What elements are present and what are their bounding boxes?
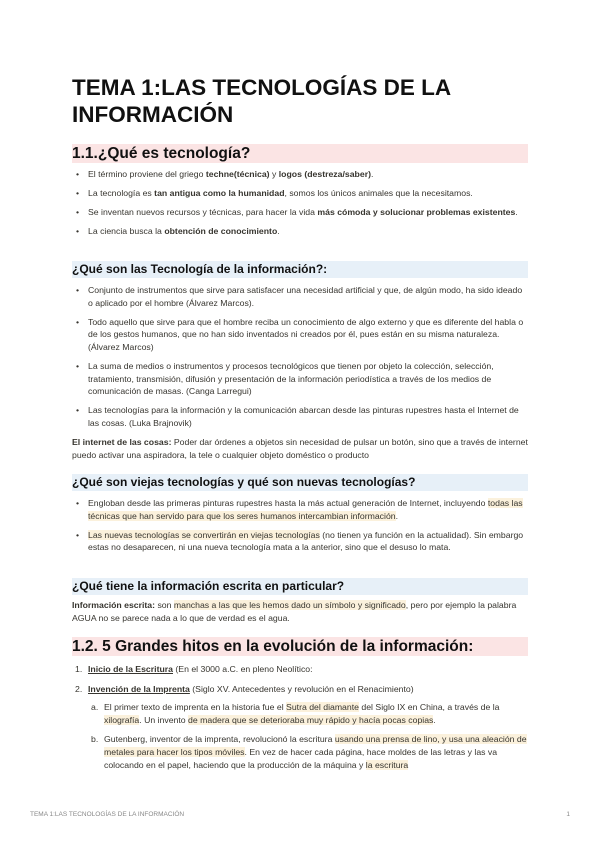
list-item: • La suma de medios o instrumentos y procesos tecnológicos que tienen por objeto la colección, selección, tratamiento, transmisión, difusión y presentación de la información periodística a través de los medios de comunicación de masas. (Canga Larregui) [72, 360, 528, 398]
list-item: • Todo aquello que sirve para que el hombre reciba un conocimiento de algo externo y que es diferente del habla o de los gestos humanos, que no han sido inventados ni creados por él, pues están en su misma naturaleza. (Álvarez Marcos) [72, 316, 528, 354]
list-item: • Se inventan nuevos recursos y técnicas, para hacer la vida más cómoda y solucionar problemas existentes. [72, 206, 528, 219]
list-item: • El término proviene del griego techne(técnica) y logos (destreza/saber). [72, 168, 528, 181]
list-item: 2. Invención de la Imprenta (Siglo XV. Antecedentes y revolución en el Renacimiento) a. El primer texto de imprenta en la historia fue el Sutra del diamante del Siglo IX en China, a través de la xilografía. Un invento de madera que se deterioraba muy rápido y hacía pocas copias. b. Gutenberg, inventor de la imprenta, revolucionó la escritura usando una prensa de lino, y usa una aleación de metales para hacer los tipos móviles. En vez de hacer cada página, hace moldes de las letras y las va colocando en el papel, haciendo que la producción de la máquina y la escritura [75, 683, 527, 770]
section-heading-que-es-tecnologia: 1.1.¿Qué es tecnología? [72, 144, 528, 163]
page-number: 1 [566, 811, 570, 818]
list-item: • La ciencia busca la obtención de conocimiento. [72, 225, 528, 238]
section-body-tecnologia-informacion [72, 284, 528, 461]
list-item: • Conjunto de instrumentos que sirve para satisfacer una necesidad artificial y que, de algún modo, ha sido ideado o aplicado por el hombre (Álvarez Marcos). [72, 284, 528, 309]
section-body-grandes-hitos [72, 663, 528, 778]
list-item: b. Gutenberg, inventor de la imprenta, revolucionó la escritura usando una prensa de lino, y usa una aleación de metales para hacer los tipos móviles. En vez de hacer cada página, hace moldes de las letras y las va colocando en el papel, haciendo que la producción de la máquina y la escritura [91, 734, 527, 770]
list-item: 1. Inicio de la Escritura (En el 3000 a.C. en pleno Neolítico: [75, 664, 313, 674]
list-item: • Engloban desde las primeras pinturas rupestres hasta la más actual generación de Internet, incluyendo todas las técnicas que han servido para que los seres humanos intercambian información. [72, 497, 528, 522]
section-heading-viejas-nuevas: ¿Qué son viejas tecnologías y qué son nuevas tecnologías? [72, 474, 528, 491]
footer-title: TEMA 1:LAS TECNOLOGÍAS DE LA INFORMACIÓN [30, 811, 185, 818]
page-footer [30, 811, 570, 818]
list-item: • Las tecnologías para la información y la comunicación abarcan desde las pinturas rupestres hasta el Internet de las cosas. (Luka Brajnovik) [72, 404, 528, 429]
list-item: • Las nuevas tecnologías se convertirán en viejas tecnologías (no tienen ya función en la actualidad). Sin embargo estas no desaparecen, ni una nueva tecnología mata a la anterior, sino que el desuso lo mata. [72, 529, 528, 554]
section-heading-informacion-escrita: ¿Qué tiene la información escrita en particular? [72, 578, 528, 595]
list-item: a. El primer texto de imprenta en la historia fue el Sutra del diamante del Siglo IX en China, a través de la xilografía. Un invento de madera que se deterioraba muy rápido y hacía pocas copias. [91, 702, 500, 725]
section-body-viejas-nuevas [72, 497, 528, 560]
section-body-que-es-tecnologia [72, 168, 528, 244]
document-title: TEMA 1:LAS TECNOLOGÍAS DE LA INFORMACIÓN [72, 75, 451, 127]
informacion-escrita-paragraph: Información escrita: son manchas a las que les hemos dado un símbolo y significado, pero por ejemplo la palabra AGUA no se parece nada a lo que de verdad es el agua. [72, 600, 517, 623]
iot-paragraph: El internet de las cosas: Poder dar órdenes a objetos sin necesidad de pulsar un botón, sino que a través de internet puedo activar una aspiradora, la tele o cualquier objeto doméstico o producto [72, 436, 528, 460]
list-item: • La tecnología es tan antigua como la humanidad, somos los únicos animales que la necesitamos. [72, 187, 528, 200]
section-heading-grandes-hitos: 1.2. 5 Grandes hitos en la evolución de la información: [72, 637, 528, 656]
section-heading-tecnologia-informacion: ¿Qué son las Tecnología de la información?: [72, 261, 528, 278]
